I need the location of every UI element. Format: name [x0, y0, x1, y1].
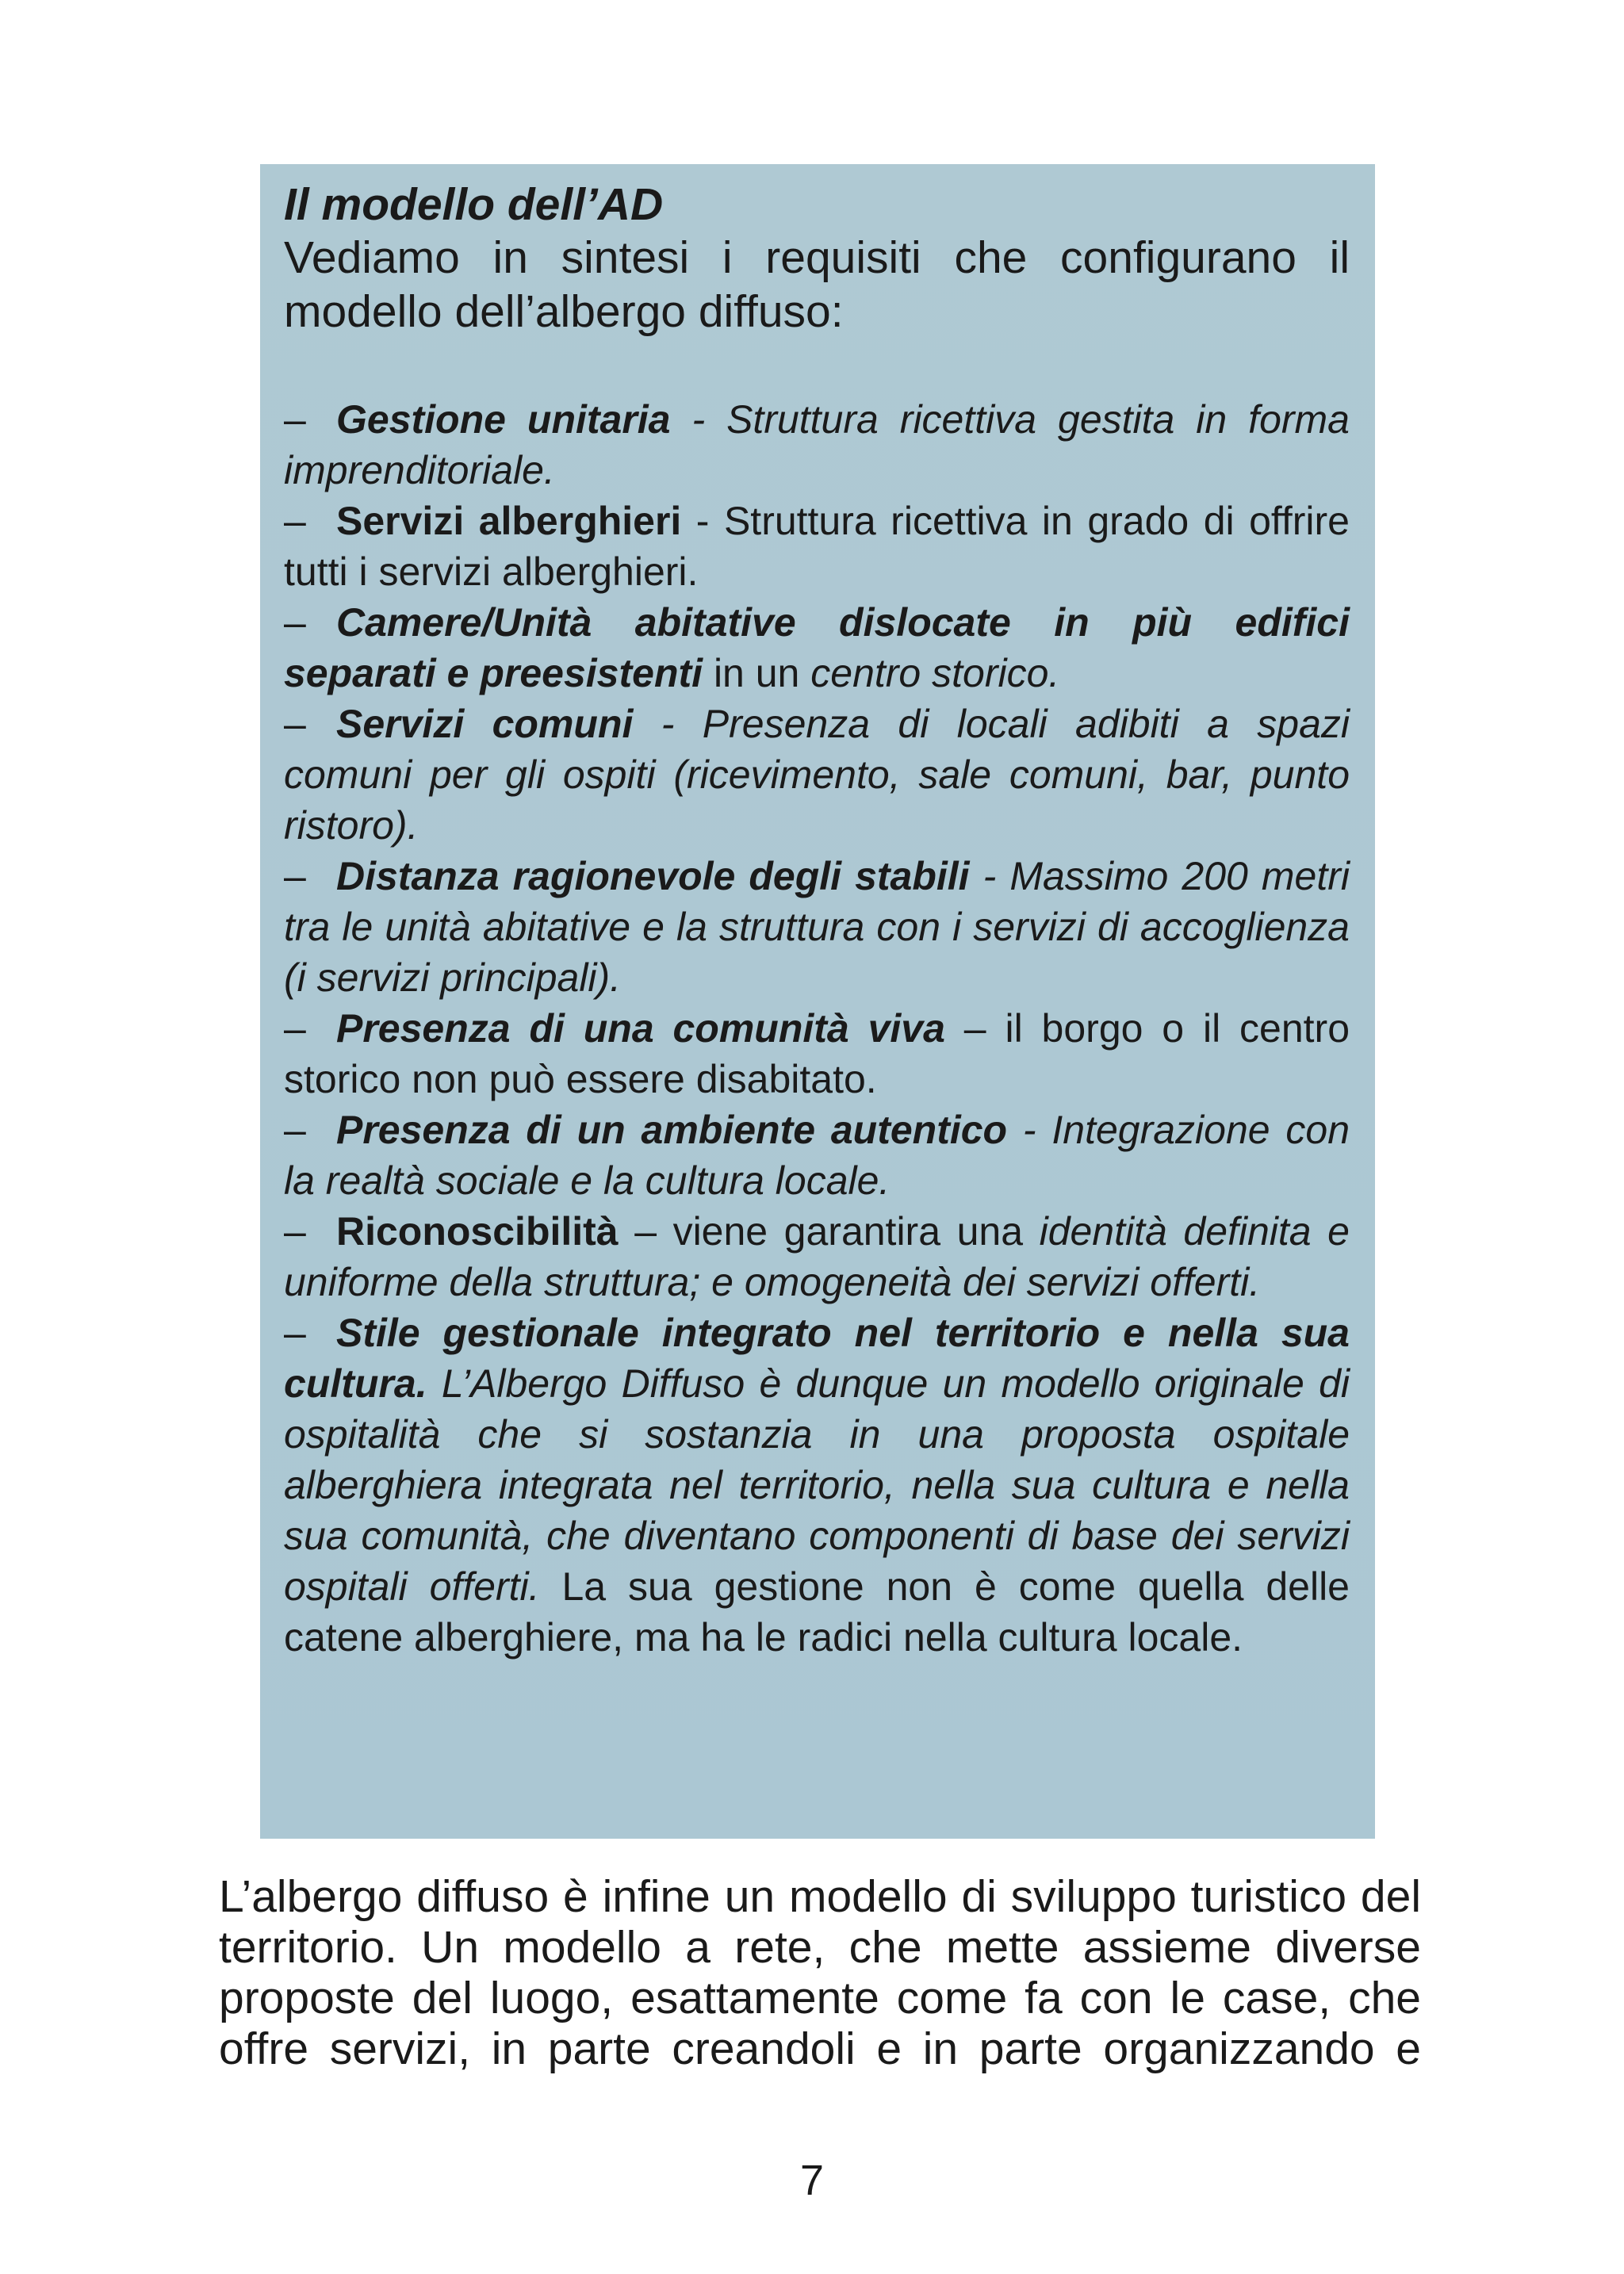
dash: – [284, 1209, 306, 1254]
dash: – [284, 600, 306, 645]
requirement-text: L’Albergo Diffuso è dunque un modello originale di ospitalità che si sostanzia in una proposta ospitale alberghiera integrata nel territorio, nella sua cultura e nella sua comunità, che diventano componenti di base dei servizi ospitali offerti. [284, 1361, 1350, 1609]
requirements-list [284, 394, 1350, 1663]
requirement-title: Distanza ragionevole degli stabili [336, 854, 970, 898]
dash: – [284, 397, 306, 442]
requirement-item: – Presenza di un ambiente autentico - Integrazione con la realtà sociale e la cultura locale. [284, 1104, 1350, 1206]
requirement-item [284, 1307, 1350, 1663]
dash: – [284, 702, 306, 746]
requirement-text-extra: identità definita e uniforme della struttura; e omogeneità dei servizi offerti. [284, 1209, 1350, 1304]
requirement-title: Camere/Unità abitative dislocate in più edifici separati e preesistenti [284, 600, 1350, 695]
dash: – [284, 854, 306, 898]
page-number: 7 [799, 2157, 825, 2204]
requirement-text-extra: La sua gestione non è come quella delle catene alberghiere, ma ha le radici nella cultura locale. [284, 1564, 1350, 1660]
requirement-item: – Riconoscibilità – viene garantira una identità definita e uniforme della struttura; e omogeneità dei servizi offerti. [284, 1206, 1350, 1307]
requirement-text: Massimo 200 metri tra le unità abitative e la struttura con i servizi di accoglienza (i servizi principali). [284, 854, 1350, 1000]
dash: – [284, 499, 306, 543]
requirement-text: Integrazione con la realtà sociale e la cultura locale. [284, 1108, 1350, 1203]
requirement-title: Presenza di un ambiente autentico [336, 1108, 1008, 1152]
requirement-text: Presenza di locali adibiti a spazi comuni per gli ospiti (ricevimento, sale comuni, bar, punto ristoro). [284, 702, 1350, 848]
box-title: Il modello dell’AD [284, 179, 664, 230]
requirement-text: Struttura ricettiva gestita in forma imprenditoriale. [284, 397, 1350, 492]
requirement-title: Riconoscibilità [336, 1209, 619, 1254]
requirement-item [284, 597, 1350, 699]
requirement-item: – Gestione unitaria - Struttura ricettiva gestita in forma imprenditoriale. [284, 394, 1350, 496]
requirement-item: – Distanza ragionevole degli stabili - Massimo 200 metri tra le unità abitative e la struttura con i servizi di accoglienza (i servizi principali). [284, 851, 1350, 1003]
requirement-item: – Servizi alberghieri - Struttura ricettiva in grado di offrire tutti i servizi alberghieri. [284, 496, 1350, 597]
requirements-box [260, 164, 1375, 1839]
dash: – [284, 1311, 306, 1355]
requirement-text: il borgo o il centro storico non può essere disabitato. [284, 1006, 1350, 1101]
requirement-item: – Servizi comuni - Presenza di locali adibiti a spazi comuni per gli ospiti (ricevimento, sale comuni, bar, punto ristoro). [284, 699, 1350, 851]
dash: – [284, 1108, 306, 1152]
requirement-text: viene garantira una [672, 1209, 1024, 1254]
dash: – [284, 1006, 306, 1051]
requirement-title: Stile gestionale integrato nel territorio e nella sua cultura. [284, 1311, 1350, 1406]
body-paragraph: L’albergo diffuso è infine un modello di sviluppo turistico del territorio. Un modello a rete, che mette assieme diverse proposte del luogo, esattamente come fa con le case, che offre servizi, in parte creandoli e in parte organizzando e [219, 1871, 1421, 2074]
requirement-text: Struttura ricettiva in grado di offrire tutti i servizi alberghieri. [284, 499, 1350, 594]
requirement-title: Presenza di una comunità viva [336, 1006, 945, 1051]
requirement-item: – Presenza di una comunità viva – il borgo o il centro storico non può essere disabitato. [284, 1003, 1350, 1104]
requirement-title: Servizi alberghieri [336, 499, 682, 543]
requirement-text: in un [713, 651, 800, 695]
requirement-title: Servizi comuni [336, 702, 634, 746]
requirement-title: Gestione unitaria [336, 397, 671, 442]
requirement-text-extra: centro storico. [799, 651, 1060, 695]
box-intro: Vediamo in sintesi i requisiti che configurano il modello dell’albergo diffuso: [284, 232, 1350, 337]
